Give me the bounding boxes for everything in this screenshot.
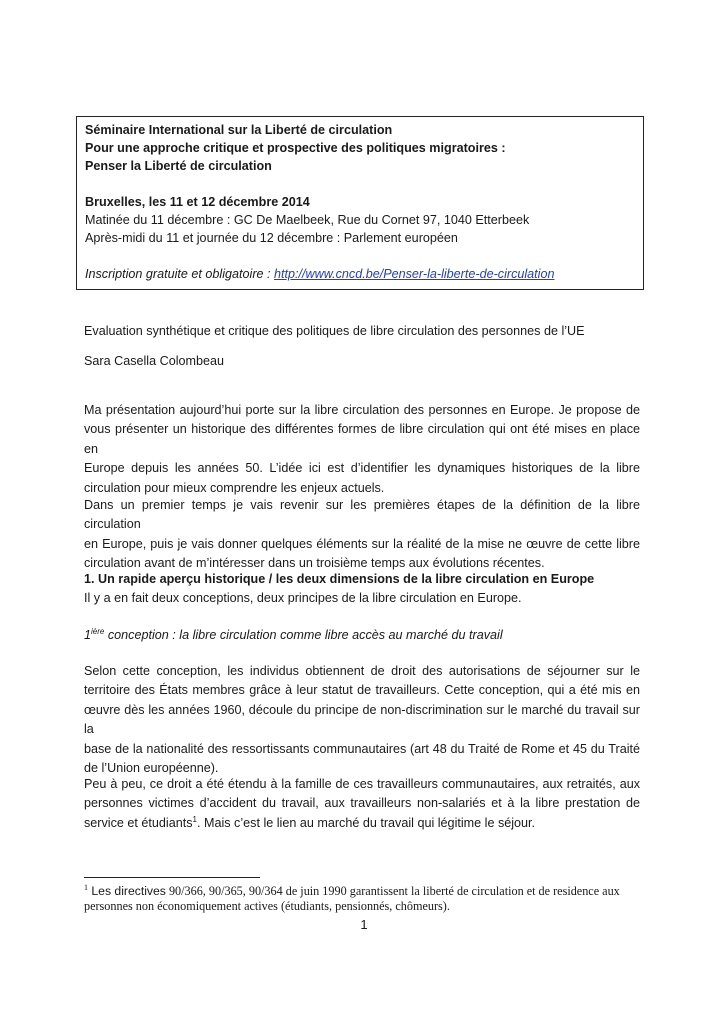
paragraph-line: base de la nationalité des ressortissants communautaires (art 48 du Traité de Rome et 45 du Traité	[84, 741, 640, 756]
paragraph-line: œuvre dès les années 1960, découle du principe de non-discrimination sur le marché du travail sur la	[84, 702, 640, 737]
seminar-header-box	[76, 116, 644, 290]
registration-link[interactable]: http://www.cncd.be/Penser-la-liberte-de-circulation	[274, 267, 555, 281]
footnote-line: personnes non économiquement actives (étudiants, pensionnés, chômeurs).	[84, 899, 450, 913]
registration-line	[85, 265, 635, 283]
paragraph-line: circulation avant de m’intéresser dans un troisième temps aux évolutions récentes.	[84, 556, 545, 571]
subsection-title: conception : la libre circulation comme libre accès au marché du travail	[104, 628, 503, 642]
paragraph-line: territoire des États membres grâce à leur statut de travailleurs. Cette conception, qui a été mis en	[84, 683, 640, 698]
paragraph-line: en Europe, puis je vais donner quelques éléments sur la réalité de la mise ne œuvre de cette libre	[84, 536, 640, 551]
paragraph-plan	[84, 496, 640, 574]
footnote-reference[interactable]: 1	[192, 814, 197, 824]
seminar-subtitle: Pour une approche critique et prospective des politiques migratoires :	[85, 141, 506, 155]
registration-label: Inscription gratuite et obligatoire :	[85, 267, 275, 281]
document-author: Sara Casella Colombeau	[84, 354, 225, 368]
footnote	[84, 884, 644, 914]
paragraph-text: service et étudiants	[84, 815, 193, 830]
seminar-theme: Penser la Liberté de circulation	[85, 159, 272, 173]
seminar-venue-morning: Matinée du 11 décembre : GC De Maelbeek, Rue du Cornet 97, 1040 Etterbeek	[85, 213, 530, 227]
paragraph-line: Dans un premier temps je vais revenir sur les premières étapes de la définition de la libre circulation	[84, 498, 640, 532]
seminar-dates: Bruxelles, les 11 et 12 décembre 2014	[85, 195, 310, 209]
paragraph-conception	[84, 662, 640, 778]
paragraph-line: Selon cette conception, les individus obtiennent de droit des autorisations de séjourner sur le	[84, 664, 640, 678]
paragraph-line	[84, 814, 640, 833]
footnote-text: 90/366, 90/365, 90/364 de juin 1990 garantissent la liberté de circulation et de residence aux	[165, 884, 620, 898]
subsection-number: 1	[84, 628, 92, 642]
section-1	[84, 570, 640, 609]
paragraph-text: . Mais c’est le lien au marché du travail qui légitime le séjour.	[196, 815, 536, 830]
paragraph-line: de l’Union européenne).	[84, 761, 219, 776]
subsection-ordinal: ière	[91, 626, 105, 636]
section-intro: Il y a en fait deux conceptions, deux principes de la libre circulation en Europe.	[84, 591, 522, 606]
document-subtitle: Evaluation synthétique et critique des politiques de libre circulation des personnes de l’UE	[84, 324, 585, 338]
paragraph-line: Peu à peu, ce droit a été étendu à la famille de ces travailleurs communautaires, aux retraités, aux	[84, 777, 640, 791]
paragraph-line: Ma présentation aujourd’hui porte sur la libre circulation des personnes en Europe. Je propose de	[84, 403, 640, 417]
footnote-marker: 1	[84, 882, 88, 892]
paragraph-line: Europe depuis les années 50. L’idée ici est d’identifier les dynamiques historiques de la libre	[84, 461, 640, 476]
paragraph-extension	[84, 775, 640, 833]
paragraph-line: circulation pour mieux comprendre les enjeux actuels.	[84, 480, 385, 495]
seminar-venue-afternoon: Après-midi du 11 et journée du 12 décembre : Parlement européen	[85, 231, 458, 245]
section-heading: 1. Un rapide aperçu historique / les deux dimensions de la libre circulation en Europe	[84, 572, 595, 586]
page-number: 1	[360, 917, 368, 932]
footnote-line	[84, 884, 644, 899]
seminar-title: Séminaire International sur la Liberté de circulation	[85, 123, 393, 137]
subsection-heading	[84, 626, 640, 645]
footnote-lead: Les directives	[88, 884, 166, 898]
paragraph-intro	[84, 401, 640, 498]
paragraph-line: vous présenter un historique des différentes formes de libre circulation qui ont été mises en place en	[84, 422, 640, 456]
footnote-separator	[84, 877, 260, 878]
paragraph-line: personnes victimes d’accident du travail, aux travailleurs non-salariés et à la libre prestation de	[84, 796, 640, 811]
